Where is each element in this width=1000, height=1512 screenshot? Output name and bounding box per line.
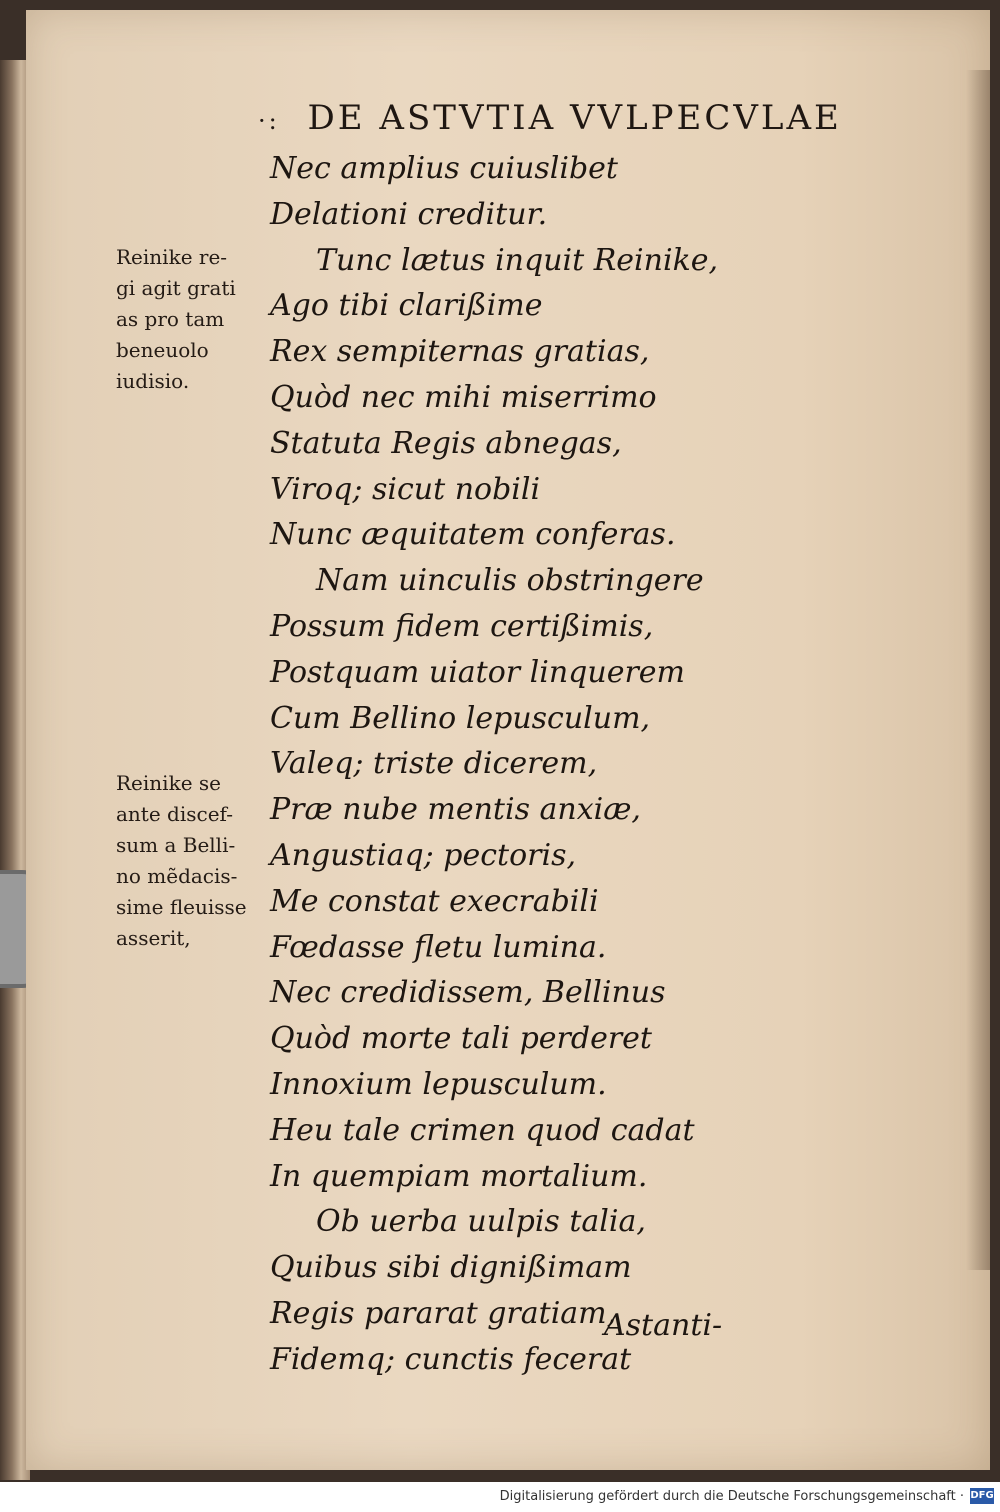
verse-line: Delationi creditur.: [270, 196, 548, 232]
verse-line: Possum fidem certißimis,: [270, 608, 654, 644]
marginal-note-line: Reinike re-: [116, 245, 228, 269]
verse-line: Cum Bellino lepusculum,: [270, 700, 651, 736]
marginal-note-weeping: [116, 768, 276, 954]
verse-line: Fidemq; cunctis fecerat: [270, 1341, 632, 1377]
dfg-logo-icon: DFG: [970, 1488, 994, 1504]
footer-credit: Digitalisierung gefördert durch die Deutsche Forschungsgemeinschaft ·: [499, 1489, 964, 1504]
marginal-note-line: ante discef-: [116, 802, 233, 826]
marginal-note-line: asserit,: [116, 926, 191, 950]
verse-line: Nec amplius cuiuslibet: [270, 151, 618, 186]
book-page: [26, 10, 990, 1470]
verse-line: Heu tale crimen quod cadat: [270, 1112, 695, 1148]
marginal-note-line: sum a Belli-: [116, 833, 236, 857]
verse-line: Quibus sibi dignißimam: [270, 1250, 632, 1286]
verse-line: Quòd nec mihi miserrimo: [270, 379, 657, 415]
marginal-note-line: Reinike se: [116, 771, 221, 795]
marginal-note-line: gi agit grati: [116, 276, 236, 300]
verse-line: Ob uerba uulpis talia,: [316, 1204, 646, 1240]
verse-line: Rex sempiternas gratias,: [270, 334, 650, 370]
verse-line: Ago tibi clarißime: [270, 288, 543, 324]
ornament-mark: ·:: [258, 107, 280, 135]
verse-line: Viroq; sicut nobili: [270, 471, 541, 507]
marginal-note-line: sime fleuisse: [116, 895, 247, 919]
verse-line: Nunc æquitatem conferas.: [270, 517, 676, 553]
verse-line: Nec credidissem, Bellinus: [270, 975, 666, 1011]
verse-line: Regis pararat gratiam,: [270, 1295, 617, 1331]
verse-column: [270, 146, 740, 1383]
verse-line: Valeq; triste dicerem,: [270, 746, 598, 782]
verse-line: In quempiam mortalium.: [270, 1158, 648, 1194]
running-head-title: DE ASTVTIA VVLPECVLAE: [307, 98, 842, 138]
verse-line: Nam uinculis obstringere: [316, 563, 704, 599]
marginal-note-line: beneuolo: [116, 338, 209, 362]
verse-line: Postquam uiator linquerem: [270, 654, 686, 690]
verse-line: Me constat execrabili: [270, 883, 599, 919]
verse-line: Innoxium lepusculum.: [270, 1066, 607, 1102]
marginal-note-line: as pro tam: [116, 307, 225, 331]
verse-line: Statuta Regis abnegas,: [270, 425, 622, 461]
digitization-footer: [0, 1482, 1000, 1512]
catchword: Astanti-: [604, 1308, 723, 1343]
verse-line: Angustiaq; pectoris,: [270, 837, 577, 873]
verse-line: Præ nube mentis anxiæ,: [270, 792, 641, 828]
page-gutter-shadow: [966, 70, 990, 1270]
marginal-note-thanks: [116, 242, 276, 397]
marginal-note-line: no mẽdacis-: [116, 864, 238, 888]
marginal-note-line: iudisio.: [116, 369, 190, 393]
verse-line: Quòd morte tali perderet: [270, 1021, 652, 1057]
running-head: [258, 98, 842, 138]
verse-line: Tunc lætus inquit Reinike,: [316, 242, 719, 278]
verse-line: Fœdasse fletu lumina.: [270, 929, 607, 965]
